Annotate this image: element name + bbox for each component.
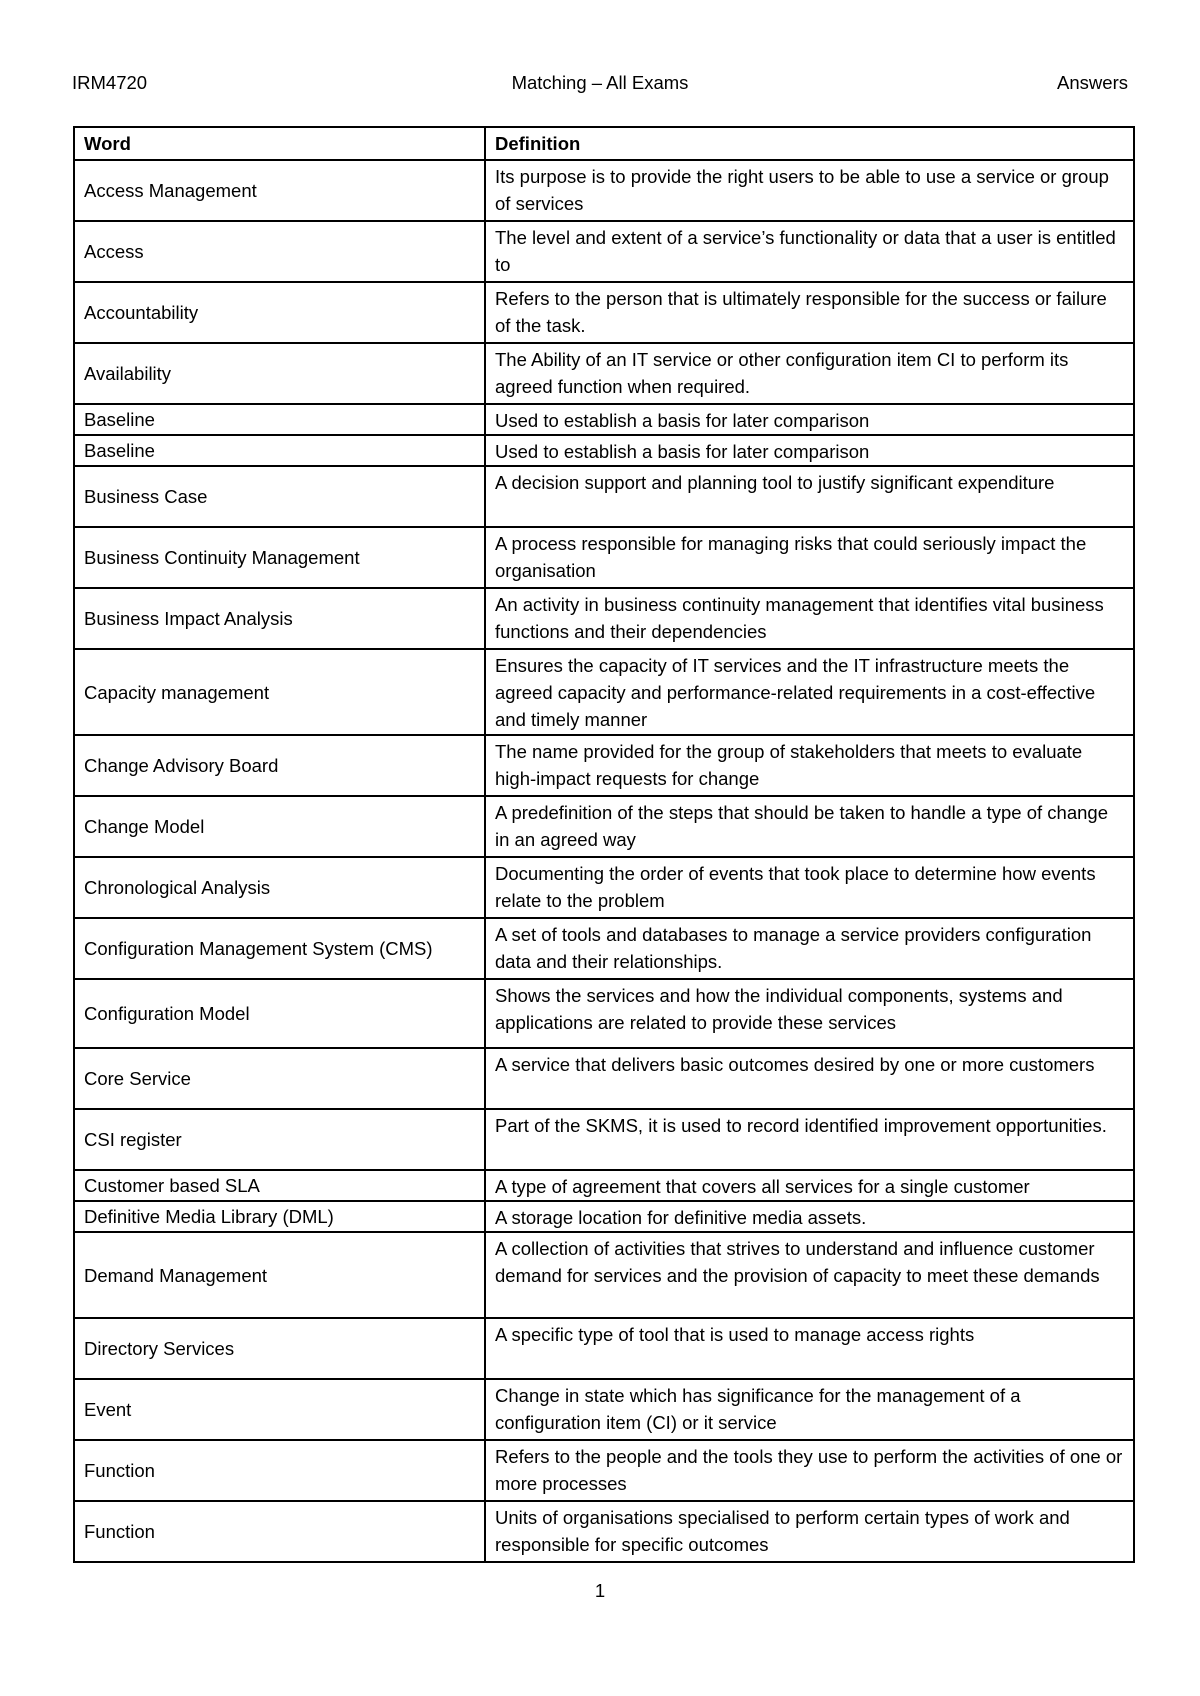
definition-cell: Refers to the person that is ultimately responsible for the success or failure of the task. bbox=[485, 282, 1134, 343]
word-cell: Configuration Model bbox=[74, 979, 485, 1048]
table-row bbox=[74, 466, 1134, 527]
definition-cell: Shows the services and how the individual components, systems and applications are related to provide these services bbox=[485, 979, 1134, 1048]
definition-cell: A decision support and planning tool to justify significant expenditure bbox=[485, 466, 1134, 527]
table-row bbox=[74, 1201, 1134, 1232]
matching-table bbox=[73, 126, 1135, 1563]
table-row bbox=[74, 404, 1134, 435]
table-row bbox=[74, 735, 1134, 796]
table-row bbox=[74, 282, 1134, 343]
definition-cell: Its purpose is to provide the right users to be able to use a service or group of services bbox=[485, 160, 1134, 221]
definition-cell: A service that delivers basic outcomes desired by one or more customers bbox=[485, 1048, 1134, 1109]
definition-cell: Part of the SKMS, it is used to record identified improvement opportunities. bbox=[485, 1109, 1134, 1170]
definition-cell: Change in state which has significance for the management of a configuration item (CI) or it service bbox=[485, 1379, 1134, 1440]
definition-cell: The level and extent of a service’s functionality or data that a user is entitled to bbox=[485, 221, 1134, 282]
word-cell: Change Model bbox=[74, 796, 485, 857]
word-column-header: Word bbox=[74, 127, 485, 160]
document-title: Matching – All Exams bbox=[511, 72, 689, 93]
table-row bbox=[74, 1318, 1134, 1379]
word-cell: Access bbox=[74, 221, 485, 282]
page-header bbox=[72, 72, 1128, 98]
table-row bbox=[74, 1232, 1134, 1318]
table-row bbox=[74, 343, 1134, 404]
course-code: IRM4720 bbox=[72, 72, 148, 93]
table-row bbox=[74, 979, 1134, 1048]
definition-cell: The name provided for the group of stakeholders that meets to evaluate high-impact requests for change bbox=[485, 735, 1134, 796]
definition-cell: Units of organisations specialised to perform certain types of work and responsible for specific outcomes bbox=[485, 1501, 1134, 1562]
word-cell: Availability bbox=[74, 343, 485, 404]
word-cell: Baseline bbox=[74, 435, 485, 466]
definition-cell: Ensures the capacity of IT services and the IT infrastructure meets the agreed capacity and performance-related requirements in a cost-effective and timely manner bbox=[485, 649, 1134, 735]
definition-cell: A predefinition of the steps that should be taken to handle a type of change in an agreed way bbox=[485, 796, 1134, 857]
definition-cell: A set of tools and databases to manage a service providers configuration data and their relationships. bbox=[485, 918, 1134, 979]
word-cell: Customer based SLA bbox=[74, 1170, 485, 1201]
table-row bbox=[74, 160, 1134, 221]
definition-cell: A type of agreement that covers all services for a single customer bbox=[485, 1170, 1134, 1201]
table-row bbox=[74, 857, 1134, 918]
definition-cell: A storage location for definitive media assets. bbox=[485, 1201, 1134, 1232]
table-row bbox=[74, 435, 1134, 466]
table-row bbox=[74, 1440, 1134, 1501]
table-row bbox=[74, 796, 1134, 857]
table-header-row bbox=[74, 127, 1134, 160]
answers-label: Answers bbox=[1057, 72, 1128, 93]
word-cell: Business Continuity Management bbox=[74, 527, 485, 588]
definition-cell: The Ability of an IT service or other configuration item CI to perform its agreed function when required. bbox=[485, 343, 1134, 404]
page-number: 1 bbox=[594, 1580, 606, 1601]
word-cell: Business Case bbox=[74, 466, 485, 527]
word-cell: Function bbox=[74, 1501, 485, 1562]
table-row bbox=[74, 1048, 1134, 1109]
definition-cell: An activity in business continuity management that identifies vital business functions and their dependencies bbox=[485, 588, 1134, 649]
definition-cell: Used to establish a basis for later comparison bbox=[485, 404, 1134, 435]
word-cell: Business Impact Analysis bbox=[74, 588, 485, 649]
word-cell: Function bbox=[74, 1440, 485, 1501]
table-row bbox=[74, 1379, 1134, 1440]
table-row bbox=[74, 918, 1134, 979]
word-cell: Access Management bbox=[74, 160, 485, 221]
table-row bbox=[74, 649, 1134, 735]
definition-column-header: Definition bbox=[485, 127, 1134, 160]
word-cell: Change Advisory Board bbox=[74, 735, 485, 796]
definition-cell: Refers to the people and the tools they use to perform the activities of one or more processes bbox=[485, 1440, 1134, 1501]
definition-cell: Used to establish a basis for later comparison bbox=[485, 435, 1134, 466]
table-row bbox=[74, 221, 1134, 282]
definition-cell: A process responsible for managing risks that could seriously impact the organisation bbox=[485, 527, 1134, 588]
table-row bbox=[74, 1170, 1134, 1201]
word-cell: Baseline bbox=[74, 404, 485, 435]
definition-cell: A collection of activities that strives to understand and influence customer demand for services and the provision of capacity to meet these demands bbox=[485, 1232, 1134, 1318]
word-cell: CSI register bbox=[74, 1109, 485, 1170]
word-cell: Accountability bbox=[74, 282, 485, 343]
word-cell: Definitive Media Library (DML) bbox=[74, 1201, 485, 1232]
table-row bbox=[74, 527, 1134, 588]
word-cell: Event bbox=[74, 1379, 485, 1440]
table-row bbox=[74, 1109, 1134, 1170]
word-cell: Demand Management bbox=[74, 1232, 485, 1318]
word-cell: Configuration Management System (CMS) bbox=[74, 918, 485, 979]
word-cell: Capacity management bbox=[74, 649, 485, 735]
definition-cell: A specific type of tool that is used to manage access rights bbox=[485, 1318, 1134, 1379]
word-cell: Core Service bbox=[74, 1048, 485, 1109]
table-row bbox=[74, 1501, 1134, 1562]
table-row bbox=[74, 588, 1134, 649]
word-cell: Directory Services bbox=[74, 1318, 485, 1379]
word-cell: Chronological Analysis bbox=[74, 857, 485, 918]
definition-cell: Documenting the order of events that took place to determine how events relate to the problem bbox=[485, 857, 1134, 918]
